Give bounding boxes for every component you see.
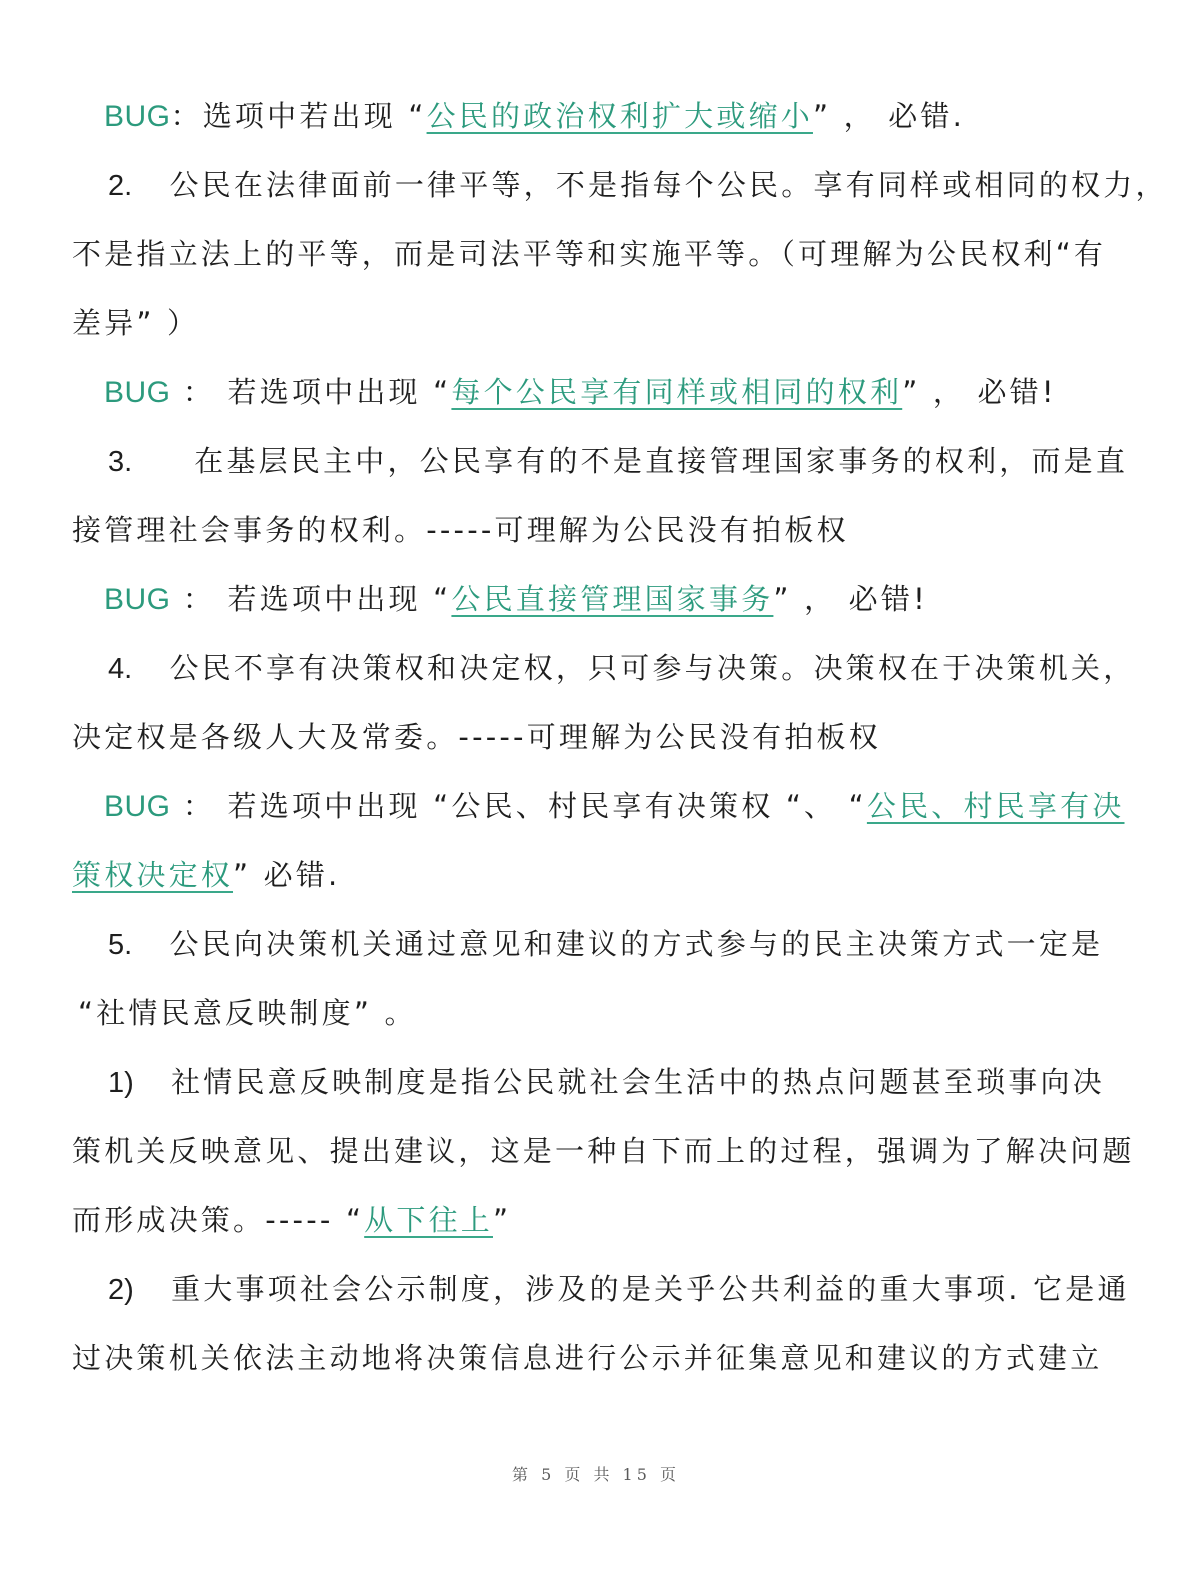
bug-note-prefix: ： 若选项中出现 “ xyxy=(170,375,452,409)
item-3-line-2 xyxy=(72,510,1112,550)
subitem-1-line-1 xyxy=(108,1062,1148,1102)
bug-note-4-line-1 xyxy=(104,786,1144,826)
highlighted-phrase: 公民、村民享有决 xyxy=(866,789,1125,823)
item-number: 3. xyxy=(108,446,133,478)
item-text: 公民不享有决策权和决定权，只可参与决策。决策权在于决策机关， xyxy=(169,651,1136,685)
item-text: 重大事项社会公示制度，涉及的是关乎公共利益的重大事项. 它是通 xyxy=(171,1272,1130,1306)
bug-label: BUG xyxy=(104,583,171,616)
item-number: 2. xyxy=(108,170,133,202)
item-text: 在基层民主中，公民享有的不是直接管理国家事务的权利，而是直 xyxy=(194,444,1129,478)
highlighted-phrase: 公民直接管理国家事务 xyxy=(451,582,774,616)
bug-note-suffix: ” ， 必错! xyxy=(773,582,928,616)
item-2-line-3 xyxy=(72,303,1112,343)
item-number: 2) xyxy=(108,1274,134,1306)
bug-note-suffix: ” ， 必错. xyxy=(812,99,966,133)
highlighted-phrase: 从下往上 xyxy=(364,1203,493,1237)
item-2-line-1 xyxy=(108,165,1168,205)
highlighted-phrase: 策权决定权 xyxy=(72,858,234,892)
bug-note-suffix: ” ， 必错! xyxy=(902,375,1057,409)
item-text: “社情民意反映制度” 。 xyxy=(78,996,417,1030)
item-text: 社情民意反映制度是指公民就社会生活中的热点问题甚至琐事向决 xyxy=(171,1065,1105,1099)
bug-note-1 xyxy=(104,96,1144,136)
bug-label: BUG xyxy=(104,100,171,133)
bug-label: BUG xyxy=(104,376,171,409)
item-text: ” xyxy=(492,1203,512,1237)
bug-note-prefix: ： 若选项中出现 “ xyxy=(170,582,452,616)
subitem-2-line-2 xyxy=(72,1338,1112,1378)
bug-note-prefix: ：选项中若出现 “ xyxy=(170,99,427,133)
item-number: 1) xyxy=(108,1067,134,1099)
subitem-1-line-2 xyxy=(72,1131,1135,1171)
item-5-line-2 xyxy=(78,993,1118,1033)
bug-label: BUG xyxy=(104,790,171,823)
bug-note-3 xyxy=(104,579,1144,619)
bug-note-prefix: ： 若选项中出现 “公民、村民享有决策权 “、 “ xyxy=(170,789,867,823)
item-4-line-2 xyxy=(72,717,1112,757)
item-text: 接管理社会事务的权利。-----可理解为公民没有拍板权 xyxy=(72,513,849,547)
subitem-2-line-1 xyxy=(108,1269,1148,1309)
bug-note-4-line-2 xyxy=(72,855,1112,895)
item-text: 过决策机关依法主动地将决策信息进行公示并征集意见和建议的方式建立 xyxy=(72,1341,1103,1375)
item-5-line-1 xyxy=(108,924,1148,964)
item-text: 公民在法律面前一律平等，不是指每个公民。享有同样或相同的权力， xyxy=(169,168,1168,202)
item-text: 而形成决策。----- “ xyxy=(72,1203,365,1237)
highlighted-phrase: 公民的政治权利扩大或缩小 xyxy=(426,99,813,133)
bug-note-2 xyxy=(104,372,1144,412)
page-number-label: 第 5 页 共 15 页 xyxy=(512,1465,680,1484)
item-2-line-2 xyxy=(72,234,1112,274)
item-number: 4. xyxy=(108,653,133,685)
highlighted-phrase: 每个公民享有同样或相同的权利 xyxy=(451,375,903,409)
item-text: 差异” ） xyxy=(72,306,200,340)
item-text: 决定权是各级人大及常委。-----可理解为公民没有拍板权 xyxy=(72,720,881,754)
item-text: 公民向决策机关通过意见和建议的方式参与的民主决策方式一定是 xyxy=(169,927,1104,961)
item-3-line-1 xyxy=(108,441,1148,481)
page-footer xyxy=(0,1462,1192,1485)
item-number: 5. xyxy=(108,929,133,961)
bug-note-suffix: ” 必错. xyxy=(233,858,341,892)
item-text: 策机关反映意见、提出建议，这是一种自下而上的过程，强调为了解决问题 xyxy=(72,1134,1135,1168)
subitem-1-line-3 xyxy=(72,1200,1112,1240)
item-4-line-1 xyxy=(108,648,1148,688)
item-text: 不是指立法上的平等，而是司法平等和实施平等。（可理解为公民权利“有 xyxy=(72,237,1107,271)
